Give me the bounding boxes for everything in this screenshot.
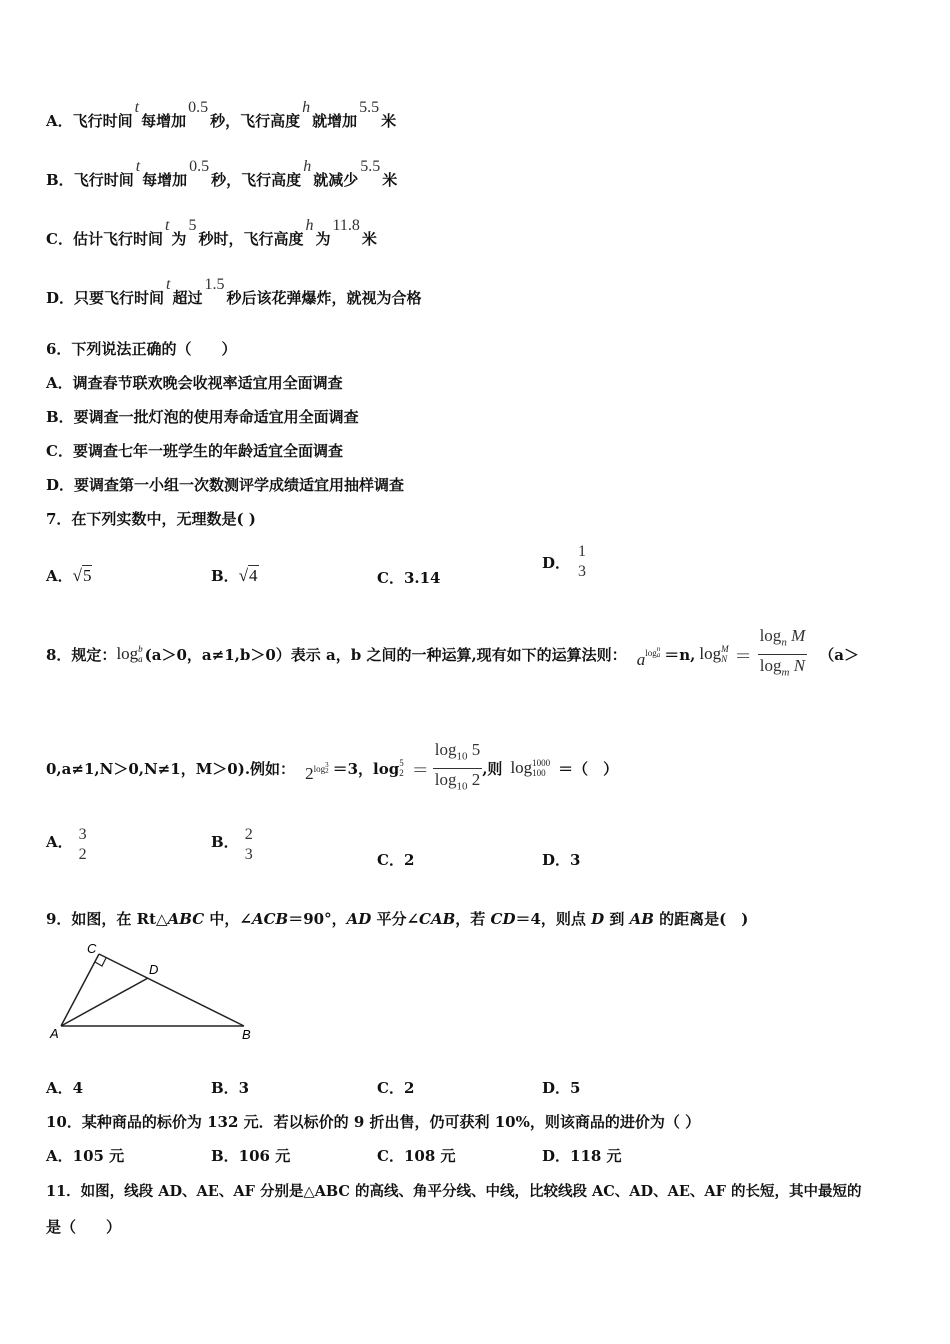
segment-cb bbox=[99, 954, 244, 1026]
q5-option-d: D．只要飞行时间t超过1.5秒后该花弹爆炸，就视为合格 bbox=[46, 276, 422, 307]
q6-stem: 6．下列说法正确的（ ） bbox=[46, 340, 237, 358]
sqrt-5: √5 bbox=[72, 566, 92, 585]
q9-option-b: B．3 bbox=[211, 1079, 250, 1097]
q7-option-d: D． 1 3 bbox=[542, 543, 587, 580]
vertex-label-b: B bbox=[242, 1027, 251, 1042]
q11-stem-line2: 是（ ） bbox=[46, 1218, 122, 1236]
q9-option-a: A．4 bbox=[46, 1079, 84, 1097]
q10-option-a: A．105 元 bbox=[46, 1147, 125, 1165]
q8-option-a: A． 3 2 bbox=[46, 826, 87, 863]
q10-option-b: B．106 元 bbox=[211, 1147, 291, 1165]
vertex-label-a: A bbox=[50, 1026, 59, 1041]
sqrt-4: √4 bbox=[238, 566, 258, 585]
q5-option-b: B．飞行时间t每增加0.5秒，飞行高度h就减少5.5米 bbox=[46, 158, 398, 189]
q8-option-c: C．2 bbox=[377, 851, 415, 869]
q7-option-b: B．√4 bbox=[211, 566, 258, 585]
q8-option-b: B． 2 3 bbox=[211, 826, 253, 863]
fraction-1-3: 1 3 bbox=[578, 543, 587, 580]
vertex-label-c: C bbox=[87, 941, 97, 956]
fraction-3-2: 3 2 bbox=[78, 826, 87, 863]
vertex-label-d: D bbox=[149, 962, 159, 977]
q6-option-d: D．要调查第一小组一次数测评学成绩适宜用抽样调查 bbox=[46, 476, 405, 494]
q6-option-b: B．要调查一批灯泡的使用寿命适宜用全面调查 bbox=[46, 408, 359, 426]
q8-stem-line1: 8．规定： log b a (a＞0，a≠1,b＞0）表示 a，b 之间的一种运算,现有如下的运算法则： a log n a ＝n, log M N ＝ $\frac{\log_n M}{\log_m N}$ （a＞ bbox=[46, 624, 859, 684]
q7-option-c: C．3.14 bbox=[377, 569, 441, 587]
q7-option-a: A．√5 bbox=[46, 566, 92, 585]
q10-stem: 10．某种商品的标价为 132 元．若以标价的 9 折出售，仍可获利 10%，则该商品的进价为（ ） bbox=[46, 1113, 701, 1131]
fraction-2-3: 2 3 bbox=[244, 826, 253, 863]
q8-option-d: D．3 bbox=[542, 851, 581, 869]
q10-option-d: D．118 元 bbox=[542, 1147, 622, 1165]
q8-stem-line2: 0,a≠1,N＞0,N≠1，M＞0).例如： 2 log 3 2 ＝3，log 5 2 ＝ $\frac{\log_{10} 5}{\log_{10} 2}$ ,则 log 1000 100 ＝（ ） bbox=[46, 738, 618, 798]
log-change-of-base-fraction: $\frac{\log_n M}{\log_m N}$ bbox=[759, 626, 806, 678]
q10-option-c: C．108 元 bbox=[377, 1147, 456, 1165]
q11-stem-line1: 11．如图，线段 AD、AE、AF 分别是△ABC 的高线、角平分线、中线，比较线段 AC、AD、AE、AF 的长短，其中最短的 bbox=[46, 1183, 862, 1200]
q9-option-c: C．2 bbox=[377, 1079, 415, 1097]
q5-option-c: C．估计飞行时间t为5秒时，飞行高度h为11.8米 bbox=[46, 217, 377, 248]
q5-option-a: A．飞行时间t每增加0.5秒，飞行高度h就增加5.5米 bbox=[46, 99, 397, 130]
q7-stem: 7．在下列实数中，无理数是( ) bbox=[46, 510, 256, 528]
q9-stem: 9．如图，在 Rt△ABC 中，∠ACB＝90°，AD 平分∠CAB，若 CD＝4，则点 D 到 AB 的距离是( ) bbox=[46, 910, 749, 928]
q6-option-a: A．调查春节联欢晚会收视率适宜用全面调查 bbox=[46, 374, 343, 392]
log-example-fraction: $\frac{\log_{10} 5}{\log_{10} 2}$ bbox=[434, 740, 481, 792]
triangle-figure bbox=[44, 938, 264, 1048]
q6-option-c: C．要调查七年一班学生的年龄适宜全面调查 bbox=[46, 442, 343, 460]
q9-option-d: D．5 bbox=[542, 1079, 581, 1097]
